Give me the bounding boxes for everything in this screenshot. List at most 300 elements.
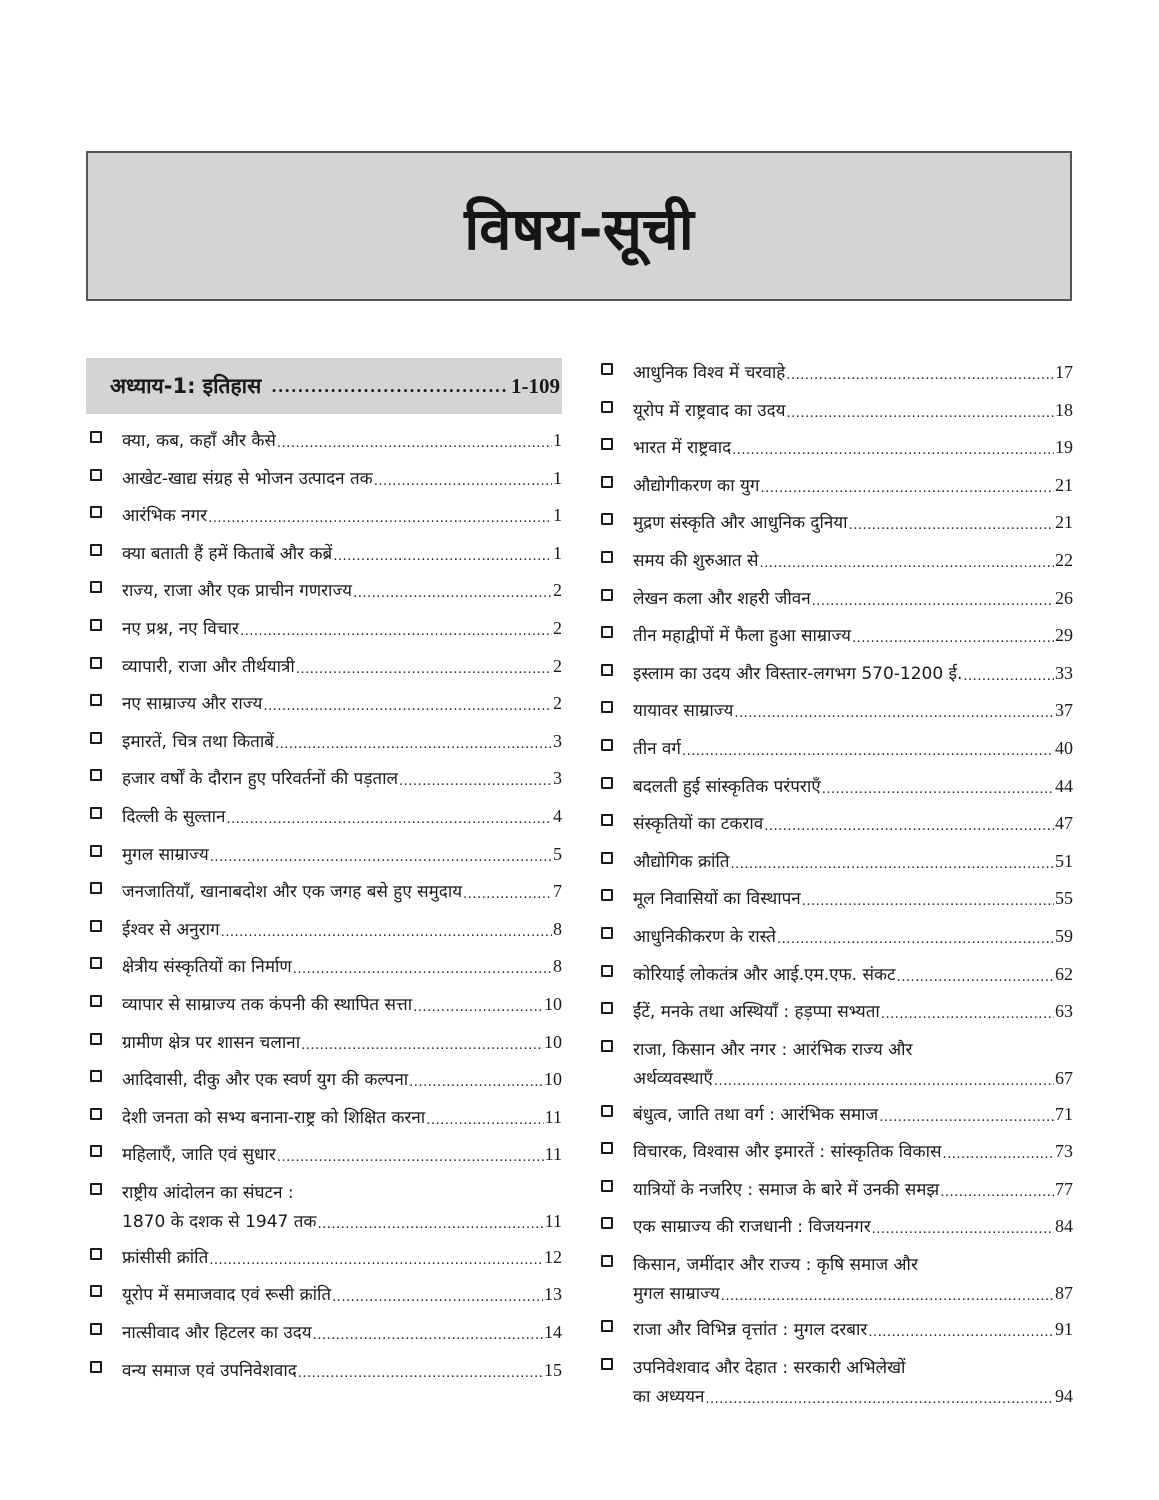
toc-left-column	[86, 421, 562, 1388]
toc-entry-line	[633, 1312, 1073, 1340]
toc-entry	[597, 1030, 1073, 1095]
toc-entry-line	[633, 1209, 1073, 1237]
toc-entry-line	[122, 498, 562, 526]
toc-entry	[597, 1348, 1073, 1413]
toc-entry-page: 17	[1055, 362, 1073, 382]
toc-entry	[597, 1245, 1073, 1310]
dot-leader	[849, 518, 1054, 533]
dot-leader	[940, 1185, 1054, 1200]
dot-leader	[764, 819, 1054, 834]
toc-entry-page: 1	[553, 467, 562, 488]
toc-entry-line	[633, 468, 1073, 496]
checkbox-square-icon	[601, 814, 613, 826]
toc-entry-title: मुगल साम्राज्य	[633, 1284, 720, 1305]
checkbox-square-icon	[601, 1105, 613, 1117]
toc-entry-page: 47	[1055, 813, 1073, 834]
checkbox-square-icon	[601, 1255, 613, 1267]
toc-entry-line	[122, 761, 562, 789]
toc-entry-page: 5	[553, 843, 562, 864]
dot-leader	[332, 1290, 543, 1305]
toc-entry-line	[633, 543, 1073, 571]
toc-entry-line	[122, 423, 562, 451]
dot-leader	[731, 857, 1055, 872]
chapter-pages: 1-109	[511, 373, 560, 398]
toc-entry-page: 94	[1055, 1385, 1073, 1406]
checkbox-square-icon	[601, 965, 613, 977]
dot-leader	[413, 1000, 543, 1015]
dot-leader	[682, 744, 1054, 759]
toc-entry-line	[122, 837, 562, 865]
dot-leader	[463, 887, 552, 902]
toc-entry-title: यूरोप में समाजवाद एवं रूसी क्रांति	[122, 1285, 332, 1306]
toc-entry-page: 91	[1055, 1319, 1073, 1340]
dot-leader	[374, 474, 552, 489]
toc-entry-title: उपनिवेशवाद और देहात : सरकारी अभिलेखों	[633, 1357, 906, 1378]
toc-entry-line	[633, 1379, 1073, 1407]
toc-entry-page: 21	[1055, 512, 1073, 533]
toc-entry	[86, 1275, 562, 1313]
dot-leader	[786, 406, 1054, 421]
checkbox-square-icon	[90, 1285, 102, 1297]
checkbox-square-icon	[601, 476, 613, 488]
toc-entry-page: 18	[1055, 399, 1073, 420]
checkbox-square-icon	[90, 1033, 102, 1045]
dot-leader	[822, 782, 1054, 797]
toc-entry-title: ईंटें, मनके तथा अस्थियाँ : हड़प्पा सभ्यता	[633, 1002, 880, 1023]
toc-entry-line	[633, 656, 1073, 684]
dot-leader	[263, 699, 552, 714]
dot-leader	[879, 1110, 1054, 1125]
toc-entry-title: औद्योगिक क्रांति	[633, 851, 730, 872]
toc-entry-page: 77	[1055, 1178, 1073, 1199]
checkbox-square-icon	[90, 882, 102, 894]
toc-entry	[597, 579, 1073, 617]
toc-entry-title: आदिवासी, दीकु और एक स्वर्ण युग की कल्पना	[122, 1070, 409, 1091]
checkbox-square-icon	[90, 807, 102, 819]
dot-leader	[277, 436, 552, 451]
toc-entry-title: आधुनिकीकरण के रास्ते	[633, 926, 776, 947]
toc-entry	[86, 835, 562, 873]
toc-entry-line	[122, 611, 562, 639]
checkbox-square-icon	[90, 619, 102, 631]
checkbox-square-icon	[90, 1183, 102, 1195]
checkbox-square-icon	[601, 1002, 613, 1014]
toc-entry	[86, 1351, 562, 1389]
dot-leader	[732, 443, 1054, 458]
checkbox-square-icon	[601, 438, 613, 450]
dot-leader	[897, 970, 1054, 985]
toc-entry	[86, 684, 562, 722]
toc-entry-title: हजार वर्षों के दौरान हुए परिवर्तनों की पड़ताल	[122, 769, 399, 790]
toc-entry-title: व्यापार से साम्राज्य तक कंपनी की स्थापित सत्ता	[122, 994, 413, 1015]
toc-entry-page: 37	[1055, 700, 1073, 721]
toc-entry-page: 1	[553, 505, 562, 526]
toc-entry	[86, 1173, 562, 1238]
title-banner	[86, 151, 1072, 301]
toc-entry-title: क्षेत्रीय संस्कृतियों का निर्माण	[122, 957, 292, 978]
toc-entry	[597, 541, 1073, 579]
dot-leader	[760, 481, 1054, 496]
toc-entry	[86, 571, 562, 609]
toc-entry-line	[122, 724, 562, 752]
toc-entry-line	[122, 649, 562, 677]
checkbox-square-icon	[601, 701, 613, 713]
toc-entry-page: 67	[1055, 1067, 1073, 1088]
checkbox-square-icon	[601, 1180, 613, 1192]
toc-entry-line	[633, 1172, 1073, 1200]
toc-entry-title: मुगल साम्राज्य	[122, 844, 209, 865]
toc-entry-page: 33	[1055, 662, 1073, 683]
toc-entry-title: का अध्ययन	[633, 1386, 705, 1407]
toc-entry-page: 11	[544, 1144, 562, 1165]
checkbox-square-icon	[601, 1217, 613, 1229]
toc-entry-line	[633, 393, 1073, 421]
toc-entry-title: कोरियाई लोकतंत्र और आई.एम.एफ. संकट	[633, 964, 896, 985]
toc-entry-page: 40	[1055, 737, 1073, 758]
checkbox-square-icon	[90, 506, 102, 518]
toc-entry	[597, 654, 1073, 692]
dot-leader	[705, 1392, 1054, 1407]
toc-entry-line	[122, 912, 562, 940]
toc-entry-title: किसान, जमींदार और राज्य : कृषि समाज और	[633, 1255, 918, 1276]
dot-leader	[313, 1328, 543, 1343]
checkbox-square-icon	[90, 1323, 102, 1335]
toc-entry-page: 22	[1055, 549, 1073, 570]
checkbox-square-icon	[601, 401, 613, 413]
dot-leader	[317, 1217, 543, 1232]
toc-entry	[86, 647, 562, 685]
checkbox-square-icon	[90, 1361, 102, 1373]
checkbox-square-icon	[601, 1320, 613, 1332]
checkbox-square-icon	[90, 544, 102, 556]
toc-entry-title: अर्थव्यवस्थाएँ	[633, 1068, 713, 1089]
toc-entry-title: राष्ट्रीय आंदोलन का संघटन :	[122, 1182, 294, 1203]
toc-entry-page: 19	[1055, 437, 1073, 458]
checkbox-square-icon	[601, 889, 613, 901]
toc-entry-title: इमारतें, चित्र तथा किताबें	[122, 731, 274, 752]
toc-entry-line	[633, 1276, 1073, 1304]
toc-entry-line	[633, 505, 1073, 533]
checkbox-square-icon	[90, 920, 102, 932]
toc-entry	[86, 985, 562, 1023]
toc-entry-line	[122, 1062, 562, 1090]
dot-leader	[208, 511, 552, 526]
checkbox-square-icon	[601, 589, 613, 601]
toc-entry-title: 1870 के दशक से 1947 तक	[122, 1211, 317, 1232]
toc-entry-line	[122, 1353, 562, 1381]
toc-entry-title: बदलती हुई सांस्कृतिक परंपराएँ	[633, 776, 821, 797]
dot-leader	[227, 812, 553, 827]
toc-right-column	[597, 353, 1073, 1413]
toc-entry-page: 3	[553, 730, 562, 751]
toc-entry-page: 71	[1055, 1103, 1073, 1124]
dot-leader	[301, 1038, 543, 1053]
dot-leader	[881, 1007, 1054, 1022]
checkbox-square-icon	[601, 852, 613, 864]
toc-entry-page: 84	[1055, 1216, 1073, 1237]
toc-entry-page: 2	[553, 693, 562, 714]
toc-entry	[86, 872, 562, 910]
dot-leader	[353, 586, 552, 601]
checkbox-square-icon	[90, 995, 102, 1007]
dot-leader	[786, 368, 1054, 383]
dot-leader	[210, 850, 552, 865]
toc-entry-line	[122, 1204, 562, 1232]
dot-leader	[209, 1253, 543, 1268]
toc-entry	[86, 534, 562, 572]
toc-entry-title: इस्लाम का उदय और विस्तार-लगभग 570-1200 ई.	[633, 663, 963, 684]
toc-entry	[597, 466, 1073, 504]
dot-leader	[759, 556, 1054, 571]
checkbox-square-icon	[90, 1070, 102, 1082]
toc-entry-title: मुद्रण संस्कृति और आधुनिक दुनिया	[633, 513, 848, 534]
toc-entry-page: 10	[544, 993, 562, 1014]
toc-entry-page: 10	[544, 1069, 562, 1090]
toc-entry-title: राजा और विभिन्न वृत्तांत : मुगल दरबार	[633, 1320, 868, 1341]
dot-leader	[277, 1150, 544, 1165]
toc-entry-line	[122, 1100, 562, 1128]
toc-entry-title: फ्रांसीसी क्रांति	[122, 1247, 209, 1268]
toc-entry-line	[633, 1061, 1073, 1089]
toc-entry	[597, 1095, 1073, 1133]
toc-entry-title: क्या बताती हैं हमें किताबें और कब्रें	[122, 543, 333, 564]
toc-entry-title: आरंभिक नगर	[122, 506, 208, 527]
toc-entry-line	[633, 957, 1073, 985]
toc-entry-title: तीन महाद्वीपों में फैला हुआ साम्राज्य	[633, 626, 852, 647]
checkbox-square-icon	[90, 431, 102, 443]
toc-entry-page: 63	[1055, 1001, 1073, 1022]
checkbox-square-icon	[601, 1040, 613, 1052]
toc-entry	[597, 353, 1073, 391]
toc-entry	[597, 992, 1073, 1030]
dot-leader	[271, 377, 509, 396]
toc-entry-page: 2	[553, 655, 562, 676]
toc-entry-page: 55	[1055, 888, 1073, 909]
toc-entry	[597, 428, 1073, 466]
toc-entry-title: समय की शुरुआत से	[633, 550, 759, 571]
toc-entry	[86, 797, 562, 835]
toc-entry	[597, 391, 1073, 429]
toc-entry-page: 51	[1055, 850, 1073, 871]
toc-entry	[86, 421, 562, 459]
dot-leader	[426, 1113, 543, 1128]
toc-entry-line	[633, 355, 1073, 383]
toc-entry	[86, 1238, 562, 1276]
toc-entry-line	[633, 693, 1073, 721]
checkbox-square-icon	[601, 1142, 613, 1154]
toc-entry-title: ग्रामीण क्षेत्र पर शासन चलाना	[122, 1032, 301, 1053]
toc-entry-line	[122, 1025, 562, 1053]
toc-entry	[86, 759, 562, 797]
toc-entry-page: 73	[1055, 1141, 1073, 1162]
toc-entry-title: औद्योगीकरण का युग	[633, 475, 760, 496]
checkbox-square-icon	[90, 1145, 102, 1157]
checkbox-square-icon	[90, 769, 102, 781]
toc-entry	[597, 1170, 1073, 1208]
toc-entry	[86, 609, 562, 647]
toc-entry-page: 3	[553, 768, 562, 789]
toc-entry-line	[122, 536, 562, 564]
toc-entry-line	[633, 769, 1073, 797]
checkbox-square-icon	[90, 1108, 102, 1120]
toc-entry-line	[633, 1247, 1073, 1275]
checkbox-square-icon	[90, 732, 102, 744]
toc-entry	[86, 910, 562, 948]
dot-leader	[734, 706, 1054, 721]
dot-leader	[298, 1366, 543, 1381]
toc-entry-title: संस्कृतियों का टकराव	[633, 814, 764, 835]
toc-entry-title: यात्रियों के नजरिए : समाज के बारे में उनकी समझ	[633, 1179, 940, 1200]
checkbox-square-icon	[601, 927, 613, 939]
toc-entry-title: दिल्ली के सुल्तान	[122, 806, 226, 827]
toc-entry-line	[122, 949, 562, 977]
checkbox-square-icon	[601, 777, 613, 789]
checkbox-square-icon	[90, 657, 102, 669]
dot-leader	[333, 549, 552, 564]
toc-entry	[597, 503, 1073, 541]
toc-entry-line	[122, 799, 562, 827]
toc-entry	[86, 1023, 562, 1061]
dot-leader	[942, 1147, 1054, 1162]
toc-entry	[86, 722, 562, 760]
toc-entry	[86, 1060, 562, 1098]
toc-entry-page: 87	[1055, 1283, 1073, 1304]
toc-entry-page: 11	[544, 1106, 562, 1127]
page-title: विषय-सूची	[464, 194, 694, 263]
checkbox-square-icon	[90, 581, 102, 593]
checkbox-square-icon	[601, 739, 613, 751]
toc-entry	[86, 1098, 562, 1136]
toc-entry-title: भारत में राष्ट्रवाद	[633, 438, 732, 459]
toc-entry-line	[633, 881, 1073, 909]
toc-entry	[597, 1310, 1073, 1348]
toc-entry-title: महिलाएँ, जाति एवं सुधार	[122, 1145, 276, 1166]
toc-entry-title: देशी जनता को सभ्य बनाना-राष्ट्र को शिक्षित करना	[122, 1107, 426, 1128]
toc-entry-page: 1	[553, 542, 562, 563]
toc-entry-line	[633, 618, 1073, 646]
toc-entry-title: वन्य समाज एवं उपनिवेशवाद	[122, 1360, 297, 1381]
toc-entry-title: नात्सीवाद और हिटलर का उदय	[122, 1323, 312, 1344]
toc-entry-page: 15	[544, 1359, 562, 1380]
toc-entry-title: आखेट-खाद्य संग्रह से भोजन उत्पादन तक	[122, 468, 373, 489]
dot-leader	[812, 594, 1054, 609]
toc-entry-line	[122, 1175, 562, 1203]
toc-entry-page: 1	[553, 430, 562, 450]
checkbox-square-icon	[601, 1358, 613, 1370]
dot-leader	[714, 1074, 1054, 1089]
toc-entry-line	[633, 919, 1073, 947]
dot-leader	[409, 1075, 543, 1090]
toc-entry-title: नए साम्राज्य और राज्य	[122, 694, 263, 715]
chapter-header	[86, 358, 562, 414]
toc-entry-title: बंधुत्व, जाति तथा वर्ग : आरंभिक समाज	[633, 1104, 879, 1125]
toc-entry-line	[633, 1134, 1073, 1162]
toc-entry-page: 4	[553, 805, 562, 826]
toc-entry-line	[122, 1315, 562, 1343]
toc-entry-page: 7	[553, 881, 562, 902]
toc-entry	[597, 955, 1073, 993]
toc-entry-title: यूरोप में राष्ट्रवाद का उदय	[633, 400, 786, 421]
toc-entry-page: 44	[1055, 775, 1073, 796]
toc-entry-line	[122, 461, 562, 489]
toc-entry-title: राजा, किसान और नगर : आरंभिक राज्य और	[633, 1039, 913, 1060]
toc-entry-page: 13	[544, 1284, 562, 1305]
toc-entry-line	[122, 1240, 562, 1268]
dot-leader	[872, 1222, 1054, 1237]
toc-entry-title: आधुनिक विश्व में चरवाहे	[633, 363, 786, 383]
toc-entry-page: 11	[544, 1210, 562, 1231]
toc-entry-page: 62	[1055, 963, 1073, 984]
toc-entry-page: 2	[553, 617, 562, 638]
toc-entry-line	[122, 987, 562, 1015]
toc-entry-page: 14	[544, 1322, 562, 1343]
dot-leader	[802, 894, 1054, 909]
toc-entry-line	[633, 430, 1073, 458]
toc-entry-page: 10	[544, 1031, 562, 1052]
dot-leader	[399, 774, 552, 789]
toc-entry-line	[633, 1097, 1073, 1125]
toc-entry-page: 12	[544, 1246, 562, 1267]
dot-leader	[868, 1325, 1054, 1340]
toc-entry-title: लेखन कला और शहरी जीवन	[633, 588, 811, 609]
checkbox-square-icon	[90, 469, 102, 481]
toc-entry-line	[122, 686, 562, 714]
toc-entry	[597, 691, 1073, 729]
toc-entry	[86, 947, 562, 985]
checkbox-square-icon	[601, 551, 613, 563]
toc-entry-line	[633, 994, 1073, 1022]
toc-entry-title: क्या, कब, कहाँ और कैसे	[122, 431, 276, 451]
checkbox-square-icon	[601, 363, 613, 375]
dot-leader	[221, 925, 552, 940]
toc-entry-title: ईश्वर से अनुराग	[122, 919, 220, 940]
toc-entry-line	[122, 573, 562, 601]
dot-leader	[275, 737, 552, 752]
toc-entry-line	[633, 806, 1073, 834]
toc-entry-page: 26	[1055, 587, 1073, 608]
dot-leader	[963, 669, 1054, 684]
toc-entry-line	[122, 1277, 562, 1305]
toc-entry-page: 8	[553, 956, 562, 977]
dot-leader	[240, 624, 552, 639]
toc-entry-title: जनजातियाँ, खानाबदोश और एक जगह बसे हुए समुदाय	[122, 882, 463, 903]
toc-entry-line	[633, 1032, 1073, 1060]
toc-entry-page: 21	[1055, 474, 1073, 495]
toc-entry	[597, 1132, 1073, 1170]
toc-entry-title: नए प्रश्न, नए विचार	[122, 618, 239, 639]
checkbox-square-icon	[90, 694, 102, 706]
toc-entry	[86, 459, 562, 497]
toc-entry-title: तीन वर्ग	[633, 738, 681, 759]
toc-entry-line	[122, 1137, 562, 1165]
toc-entry	[597, 616, 1073, 654]
checkbox-square-icon	[90, 1248, 102, 1260]
checkbox-square-icon	[601, 626, 613, 638]
toc-entry-title: व्यापारी, राजा और तीर्थयात्री	[122, 656, 295, 677]
toc-entry	[86, 1135, 562, 1173]
toc-entry	[86, 1313, 562, 1351]
toc-entry-page: 29	[1055, 625, 1073, 646]
checkbox-square-icon	[90, 845, 102, 857]
toc-entry-page: 2	[553, 580, 562, 601]
dot-leader	[721, 1289, 1054, 1304]
toc-entry	[597, 917, 1073, 955]
dot-leader	[852, 631, 1054, 646]
toc-entry-line	[122, 874, 562, 902]
toc-entry-title: यायावर साम्राज्य	[633, 701, 734, 722]
toc-entry-line	[633, 844, 1073, 872]
dot-leader	[777, 932, 1054, 947]
